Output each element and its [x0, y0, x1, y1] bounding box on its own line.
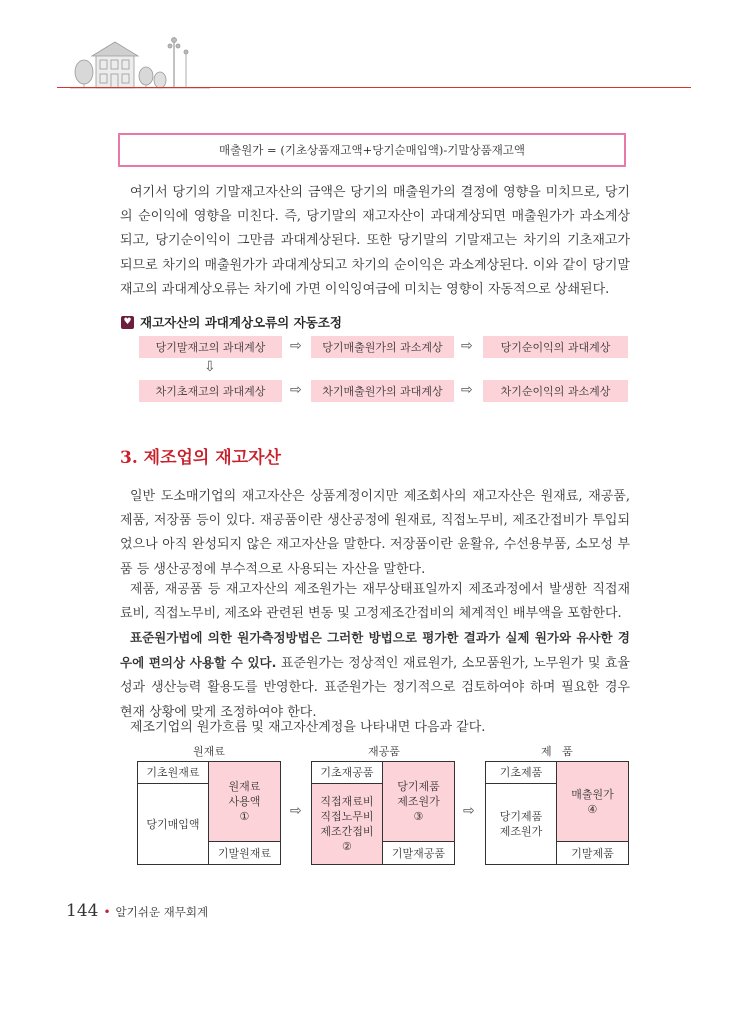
raw-end-cell: 기말원재료: [217, 846, 272, 860]
right-arrow-icon: ⇨: [290, 803, 302, 819]
flow-box: 차기매출원가의 과대계상: [311, 380, 454, 402]
raw-begin-cell: 기초원재료: [146, 766, 200, 779]
paragraph-manufacturing-inventory: 일반 도소매기업의 재고자산은 상품계정이지만 제조회사의 재고자산은 원재료, 재공품, 제품, 저장품 등이 있다. 재공품이란 생산공정에 원재료, 직접노무비, 제조간접비가 투입되었으나 아직 완성되지 않은 재고자산을 말한다. 저장품이란 윤활유, 수선용부품, 소모성 부품 등 생산공정에 부수적으로 사용되는 자산을 말한다.: [120, 489, 630, 577]
wip-end-cell: 기말재공품: [391, 846, 446, 860]
fg-cogm-cell: 당기제품 제조원가: [499, 810, 543, 838]
subheading-auto-correction: ♥ 재고자산의 과대계상오류의 자동조정: [121, 313, 342, 331]
raw-materials-account: [137, 761, 281, 865]
wip-cogm-cell: 당기제품 제조원가 ③: [383, 762, 454, 841]
formula-box: [118, 133, 626, 167]
right-arrow-icon: ⇨: [290, 382, 302, 398]
flow-box: 차기순이익의 과소계상: [483, 380, 628, 402]
raw-purchase-cell: 당기매입액: [146, 817, 200, 831]
flow-box: 차기초재고의 과대계상: [139, 380, 282, 402]
paragraph-standard-cost: 표준원가법에 의한 원가측정방법은 그러한 방법으로 평가한 결과가 실제 원가와 유사한 경우에 편의상 사용할 수 있다. 표준원가는 정상적인 재료원가, 소모품원가, 노무원가 및 효율성과 생산능력 활용도를 반영한다. 표준원가는 정기적으로 검토하여야 하며 필요한 경우 현재 상황에 맞게 조정하여야 한다.: [120, 630, 630, 720]
diagram-title-finished-goods: 제 품: [541, 745, 573, 758]
raw-use-cell: 원재료 사용액 ①: [209, 762, 280, 841]
right-arrow-icon: ⇨: [290, 338, 302, 354]
paragraph-diagram-intro: 제조기업의 원가흐름 및 재고자산계정을 나타내면 다음과 같다.: [130, 720, 486, 735]
diagram-title-work-in-process: 재공품: [368, 745, 400, 758]
down-arrow-icon: ⇩: [204, 359, 216, 375]
wip-begin-cell: 기초재공품: [320, 766, 374, 779]
footer-bullet-icon: •: [103, 905, 111, 919]
finished-goods-account: [485, 761, 629, 865]
header-rule: [57, 87, 691, 88]
wip-inputs-cell: 직접재료비 직접노무비 제조간접비 ②: [312, 784, 382, 864]
heart-bullet-icon: ♥: [121, 316, 134, 329]
book-title: 알기쉬운 재무회계: [115, 905, 209, 919]
diagram-title-raw-materials: 원재료: [193, 745, 225, 758]
work-in-process-account: [311, 761, 455, 865]
section-heading: 3. 제조업의 재고자산: [120, 448, 281, 468]
formula-text: 매출원가 = (기초상품재고액+당기순매입액)-기말상품재고액: [218, 143, 526, 157]
right-arrow-icon: ⇨: [463, 803, 475, 819]
fg-cogs-cell: 매출원가 ④: [557, 762, 628, 841]
flow-box: 당기순이익의 과대계상: [483, 336, 628, 358]
right-arrow-icon: ⇨: [461, 382, 473, 398]
flow-box: 당기매출원가의 과소계상: [311, 336, 454, 358]
right-arrow-icon: ⇨: [461, 338, 473, 354]
fg-begin-cell: 기초제품: [499, 766, 543, 779]
page-number: 144: [66, 901, 99, 921]
header-building-illustration: [70, 30, 210, 90]
flow-box: 당기말재고의 과대계상: [139, 336, 282, 358]
paragraph-inventory-error: 여기서 당기의 기말재고자산의 금액은 당기의 매출원가의 결정에 영향을 미치므로, 당기의 순이익에 영향을 미친다. 즉, 당기말의 재고자산이 과대계상되면 매출원가가 과소계상되고, 당기순이익이 그만큼 과대계상된다. 또한 당기말의 기말재고는 차기의 기초재고가 되므로 차기의 매출원가가 과대계상되고 차기의 순이익은 과소계상된다. 이와 같이 당기말 재고의 과대계상오류는 차기에 가면 이익잉여금에 미치는 영향이 자동적으로 상쇄된다.: [120, 185, 630, 297]
paragraph-manufacturing-cost: 제품, 재공품 등 재고자산의 제조원가는 재무상태표일까지 제조과정에서 발생한 직접재료비, 직접노무비, 제조와 관련된 변동 및 고정제조간접비의 체계적인 배부액을 포함한다.: [120, 582, 630, 622]
fg-end-cell: 기말제품: [571, 846, 614, 860]
page-footer: [66, 901, 208, 921]
